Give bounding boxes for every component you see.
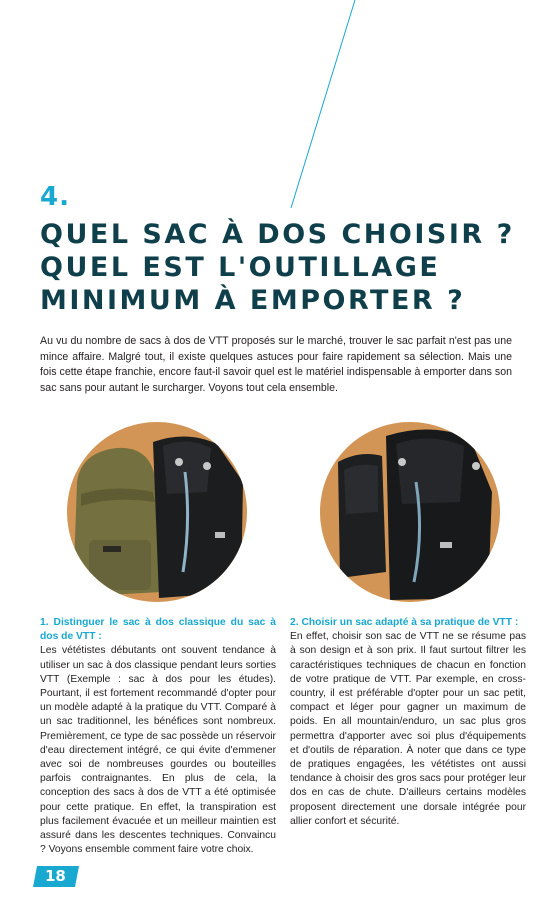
section-body: En effet, choisir son sac de VTT ne se résume pas à son design et à son prix. Il faut surtout filtrer les caractéristiques techniques de chacun en fonction de votre pratique de VTT. Par exemple, en cross-country, il est préférable d'opter pour un sac petit, compact et léger pour gagner un maximum de poids. En all mountain/enduro, un sac plus gros permettra d'apporter avec soi plus d'équipements et d'outils de réparation. À noter que dans ce type de pratiques engagées, les vététistes ont aussi tendance à choisir des gros sacs pour protéger leur dos en cas de chute. D'ailleurs certains modèles proposent directement une dorsale intégrée pour allier confort et sécurité. [290, 631, 526, 827]
photo-backpacks-comparison [67, 422, 247, 602]
section-heading: 1. Distinguer le sac à dos classique du sac à dos de VTT : [40, 617, 276, 643]
section-2 [290, 616, 526, 829]
decorative-line [0, 0, 550, 210]
section-1 [40, 616, 276, 857]
page-number: 18 [45, 867, 66, 885]
intro-paragraph: Au vu du nombre de sacs à dos de VTT proposés sur le marché, trouver le sac parfait n'est pas une mince affaire. Malgré tout, il existe quelques astuces pour faire rapidement sa sélection. Mais une fois cette étape franchie, encore faut-il savoir quel est le matériel indispensable à emporter dans son sac sans pour autant le surcharger. Voyons tout cela ensemble. [40, 335, 512, 394]
title-line: QUEL EST L'OUTILLAGE [40, 252, 441, 283]
page-title [40, 218, 515, 317]
section-body: Les vététistes débutants ont souvent tendance à utiliser un sac à dos classique pendant leurs sorties VTT (Exemple : sac à dos pour les études). Pourtant, il est fortement recommandé d'opter pour un modèle adapté à la pratique du VTT. Comparé à un sac traditionnel, les bénéfices sont nombreux. Premièrement, ce type de sac possède un réservoir d'eau directement intégré, ce qui évite d'emmener avec soi de nombreuses gourdes ou bouteilles parfois contraignantes. En plus de cela, la conception des sacs à dos de VTT a été optimisée pour cette pratique. En effet, la transpiration est plus facilement évacuée et un meilleur maintien est assuré dans les descentes techniques. Convaincu ? Voyons ensemble comment faire votre choix. [40, 645, 276, 856]
chapter-number: 4. [40, 182, 70, 212]
photo-mtb-backpacks [320, 422, 500, 602]
section-heading: 2. Choisir un sac adapté à sa pratique de VTT : [290, 617, 519, 628]
title-line: QUEL SAC À DOS CHOISIR ? [40, 219, 515, 250]
title-line: MINIMUM À EMPORTER ? [40, 285, 466, 316]
